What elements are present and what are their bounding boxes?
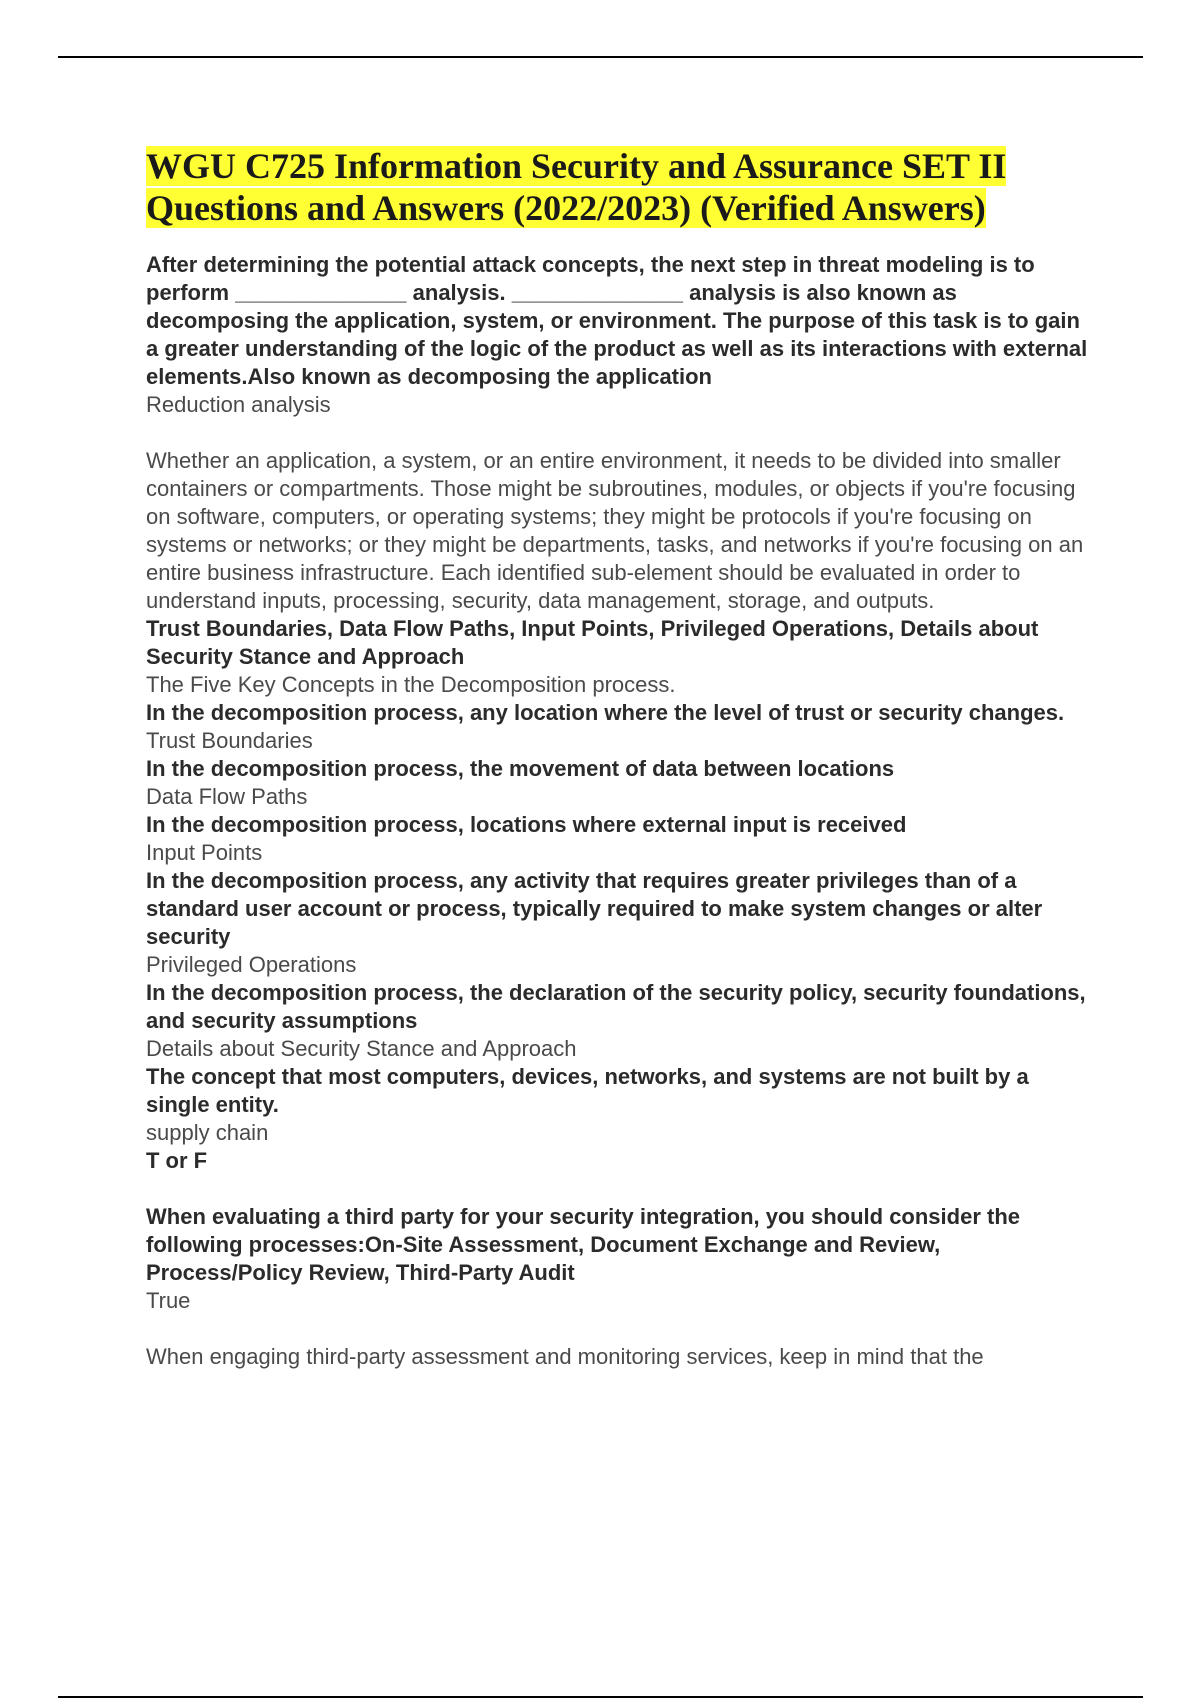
answer-text: True <box>146 1288 191 1313</box>
document-title-highlight: WGU C725 Information Security and Assurance SET II Questions and Answers (2022/2023) (Verified Answers) <box>146 146 1007 228</box>
page-content <box>146 145 1096 1371</box>
question-text: In the decomposition process, the declaration of the security policy, security foundations, and security assumptions <box>146 980 1086 1033</box>
question-text: In the decomposition process, the movement of data between locations <box>146 756 895 781</box>
question-text: T or F <box>146 1148 208 1173</box>
question-text: In the decomposition process, locations where external input is received <box>146 812 907 837</box>
question-text: After determining the potential attack concepts, the next step in threat modeling is to perform ______________ analysis. ______________ analysis is also known as decomposing the application, system, or environment. The purpose of this task is to gain a greater understanding of the logic of the product as well as its interactions with external elements.Also known as decomposing the application <box>146 252 1088 389</box>
bottom-rule <box>58 1696 1143 1698</box>
question-text: In the decomposition process, any activity that requires greater privileges than of a standard user account or process, typically required to make system changes or alter security <box>146 868 1043 949</box>
answer-text: Data Flow Paths <box>146 784 308 809</box>
answer-text: supply chain <box>146 1120 269 1145</box>
question-text: The concept that most computers, devices, networks, and systems are not built by a single entity. <box>146 1064 1029 1117</box>
question-text: When evaluating a third party for your security integration, you should consider the following processes:On-Site Assessment, Document Exchange and Review, Process/Policy Review, Third-Party Audit <box>146 1204 1021 1285</box>
qa-list <box>146 251 1096 1371</box>
answer-text: Privileged Operations <box>146 952 357 977</box>
answer-text: Input Points <box>146 840 263 865</box>
answer-text: The Five Key Concepts in the Decomposition process. <box>146 672 676 697</box>
answer-text: Whether an application, a system, or an entire environment, it needs to be divided into smaller containers or compartments. Those might be subroutines, modules, or objects if you're focusing on software, computers, or operating systems; they might be protocols if you're focusing on systems or networks; or they might be departments, tasks, and networks if you're focusing on an entire business infrastructure. Each identified sub-element should be evaluated in order to understand inputs, processing, security, data management, storage, and outputs. <box>146 448 1084 613</box>
answer-text: Trust Boundaries <box>146 728 313 753</box>
answer-text: Details about Security Stance and Approach <box>146 1036 577 1061</box>
top-rule <box>58 56 1143 58</box>
document-title <box>146 145 1096 229</box>
question-text: Trust Boundaries, Data Flow Paths, Input Points, Privileged Operations, Details about Security Stance and Approach <box>146 616 1039 669</box>
answer-text: Reduction analysis <box>146 392 331 417</box>
answer-text: When engaging third-party assessment and monitoring services, keep in mind that the <box>146 1344 984 1369</box>
question-text: In the decomposition process, any location where the level of trust or security changes. <box>146 700 1065 725</box>
